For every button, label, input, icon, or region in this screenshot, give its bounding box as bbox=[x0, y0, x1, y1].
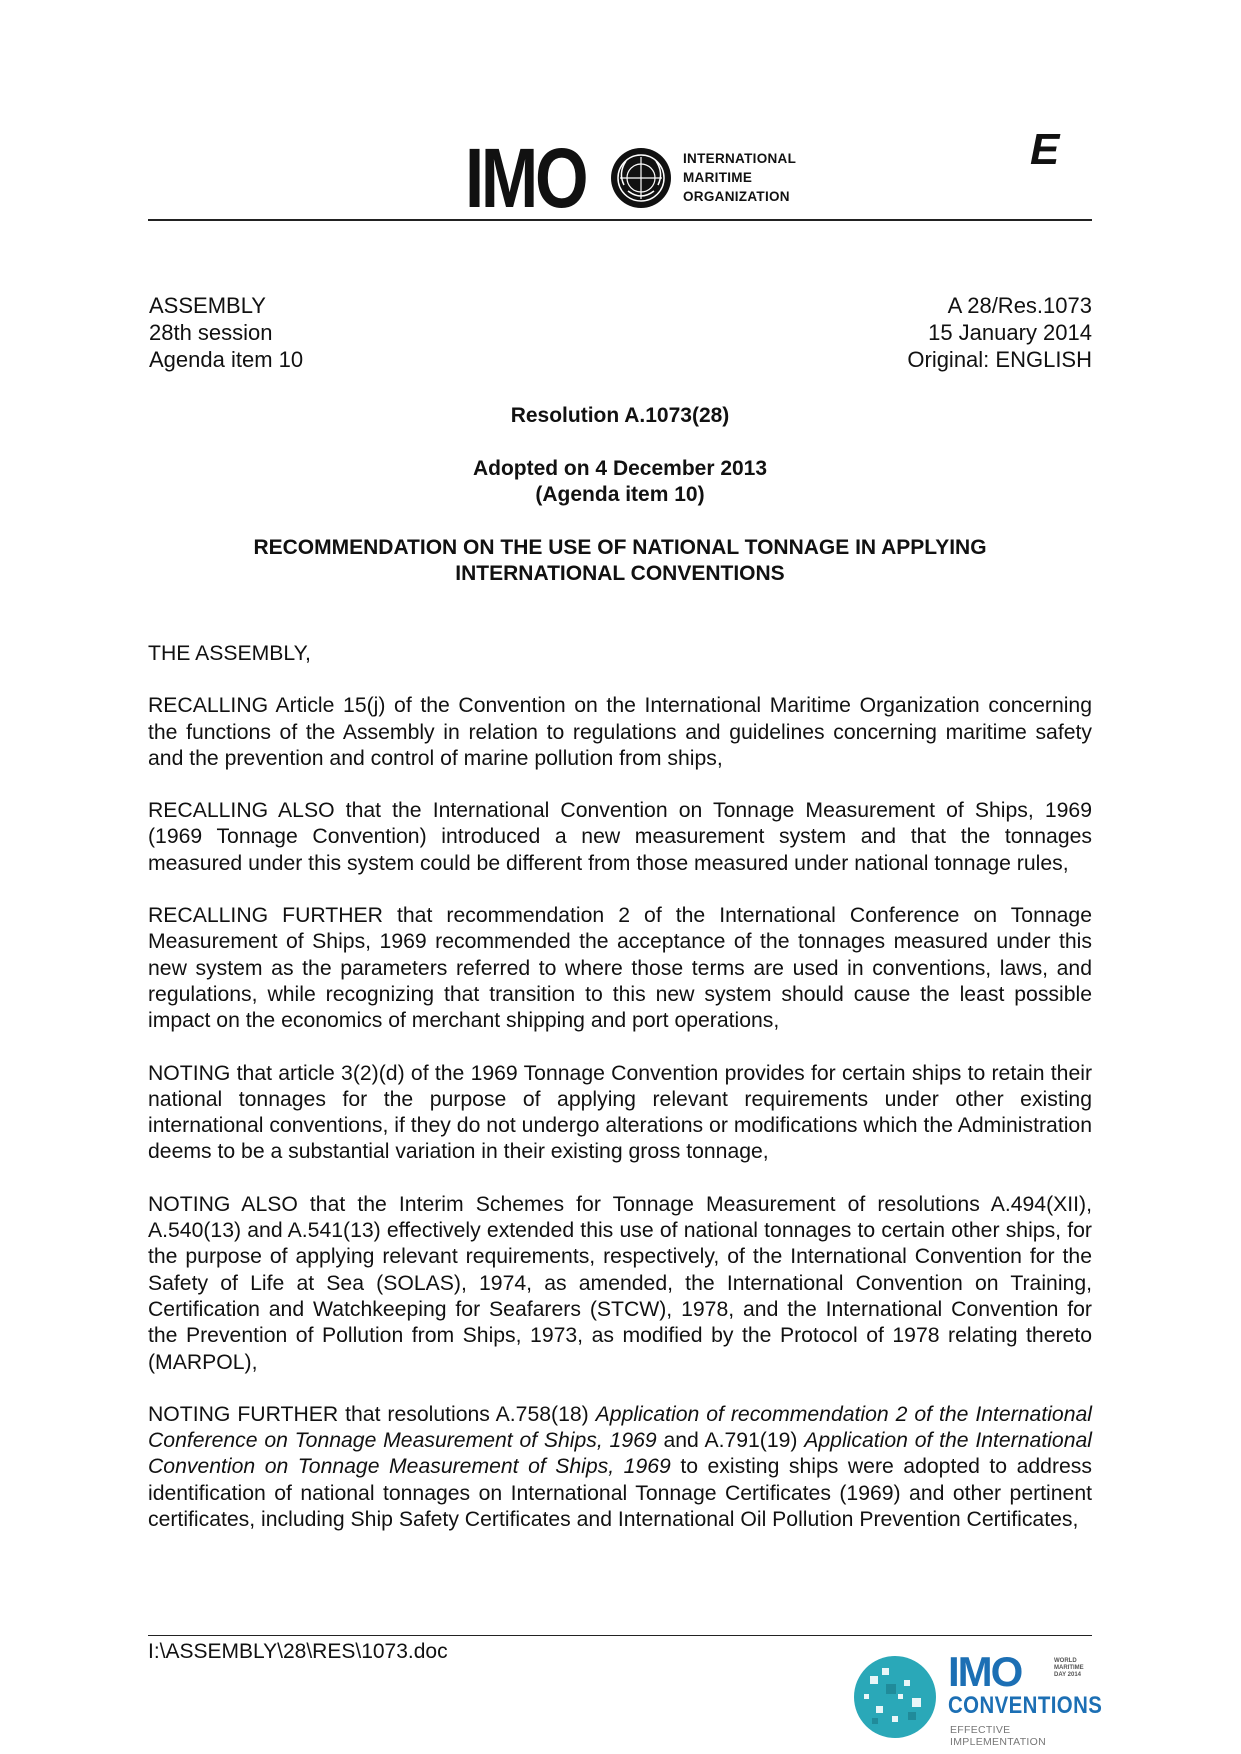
imo-conventions-logo bbox=[852, 1648, 1103, 1748]
document-body bbox=[148, 641, 1092, 1559]
language-mark: E bbox=[1030, 125, 1060, 174]
resolution-heading bbox=[148, 535, 1092, 587]
footer-rule bbox=[148, 1635, 1092, 1636]
wmd-line: DAY 2014 bbox=[1054, 1672, 1082, 1678]
logo-organization-name bbox=[683, 149, 796, 206]
heading-line: RECOMMENDATION ON THE USE OF NATIONAL TONNAGE IN APPLYING bbox=[253, 536, 987, 559]
conventions-word: CONVENTIONS bbox=[948, 1692, 1103, 1719]
paragraph: RECALLING FURTHER that recommendation 2 of the International Conference on Tonnage Measurement of Ships, 1969 recommended the acceptance of the tonnages measured under this new system as the parameters referred to where those terms are used in conventions, laws, and regulations, while recognizing that transition to this new system should cause the least possible impact on the economics of merchant shipping and port operations, bbox=[148, 904, 1092, 1033]
logo-name-line: MARITIME bbox=[683, 170, 753, 185]
meta-left bbox=[149, 292, 303, 373]
opening-line: THE ASSEMBLY, bbox=[148, 642, 311, 665]
meta-body: ASSEMBLY bbox=[149, 293, 266, 318]
document-symbol: A 28/Res.1073 bbox=[947, 293, 1092, 318]
paragraph-text: and A.791(19) bbox=[656, 1429, 805, 1453]
meta-right bbox=[907, 292, 1092, 373]
heading-line: INTERNATIONAL CONVENTIONS bbox=[455, 562, 785, 585]
adopted-date: Adopted on 4 December 2013 bbox=[472, 457, 768, 480]
resolution-title: Application of recommendation 2 of the International Conference on Tonnage Measurement of Ships, 1969 bbox=[148, 1402, 1092, 1453]
meta-agenda-item: Agenda item 10 bbox=[149, 347, 304, 372]
wmd-line: MARITIME bbox=[1054, 1665, 1084, 1671]
footer-file-path: I:\ASSEMBLY\28\RES\1073.doc bbox=[148, 1640, 448, 1663]
header-rule bbox=[148, 219, 1092, 221]
logo-letters: IMO bbox=[465, 131, 586, 225]
original-language: Original: ENGLISH bbox=[907, 347, 1092, 372]
conventions-imo-letters: IMO bbox=[948, 1648, 1022, 1695]
logo-name-line: ORGANIZATION bbox=[683, 189, 790, 204]
imo-logo bbox=[465, 131, 825, 225]
paragraph: RECALLING ALSO that the International Convention on Tonnage Measurement of Ships, 1969 (1969 Tonnage Convention) introduced a new measurement system and that the tonnages measured under this system could be different from those measured under national tonnage rules, bbox=[148, 799, 1092, 875]
paragraph-text: to existing ships were adopted to address identification of national tonnages on International Tonnage Certificates (1969) and other pertinent certificates, including Ship Safety Certificates and International Oil Pollution Prevention Certificates, bbox=[148, 1455, 1092, 1532]
logo-name-line: INTERNATIONAL bbox=[683, 151, 797, 166]
paragraph bbox=[148, 1402, 1092, 1533]
adopted-agenda: (Agenda item 10) bbox=[535, 483, 705, 506]
un-seal-icon bbox=[610, 147, 672, 209]
paragraph: NOTING that article 3(2)(d) of the 1969 Tonnage Convention provides for certain ships to retain their national tonnages for the purpose of applying relevant requirements under other existing international conventions, if they do not undergo alterations or modifications which the Administration deems to be a substantial variation in their existing gross tonnage, bbox=[148, 1061, 1092, 1164]
document-date: 15 January 2014 bbox=[928, 320, 1092, 345]
meta-session: 28th session bbox=[149, 320, 273, 345]
globe-icon bbox=[852, 1654, 938, 1740]
paragraph: NOTING ALSO that the Interim Schemes for Tonnage Measurement of resolutions A.494(XII), A.540(13) and A.541(13) effectively extended this use of national tonnages to certain other ships, for the purpose of applying relevant requirements, respectively, of the International Convention for the Safety of Life at Sea (SOLAS), 1974, as amended, the International Convention on Training, Certification and Watchkeeping for Seafarers (STCW), 1978, and the International Convention for the Prevention of Pollution from Ships, 1973, as modified by the Protocol of 1978 relating thereto (MARPOL), bbox=[148, 1192, 1092, 1374]
paragraph-text: NOTING FURTHER that resolutions A.758(18) bbox=[148, 1402, 596, 1426]
paragraph: RECALLING Article 15(j) of the Convention on the International Maritime Organization concerning the functions of the Assembly in relation to regulations and guidelines concerning maritime safety and the prevention and control of marine pollution from ships, bbox=[148, 694, 1092, 770]
conventions-tagline: EFFECTIVE IMPLEMENTATION bbox=[950, 1724, 1046, 1748]
wmd-line: WORLD bbox=[1054, 1658, 1077, 1664]
world-maritime-day-label bbox=[1054, 1658, 1084, 1679]
resolution-number: Resolution A.1073(28) bbox=[510, 404, 730, 427]
adoption-info bbox=[148, 456, 1092, 508]
resolution-title: Application of the International Convention on Tonnage Measurement of Ships, 1969 bbox=[148, 1429, 1092, 1479]
